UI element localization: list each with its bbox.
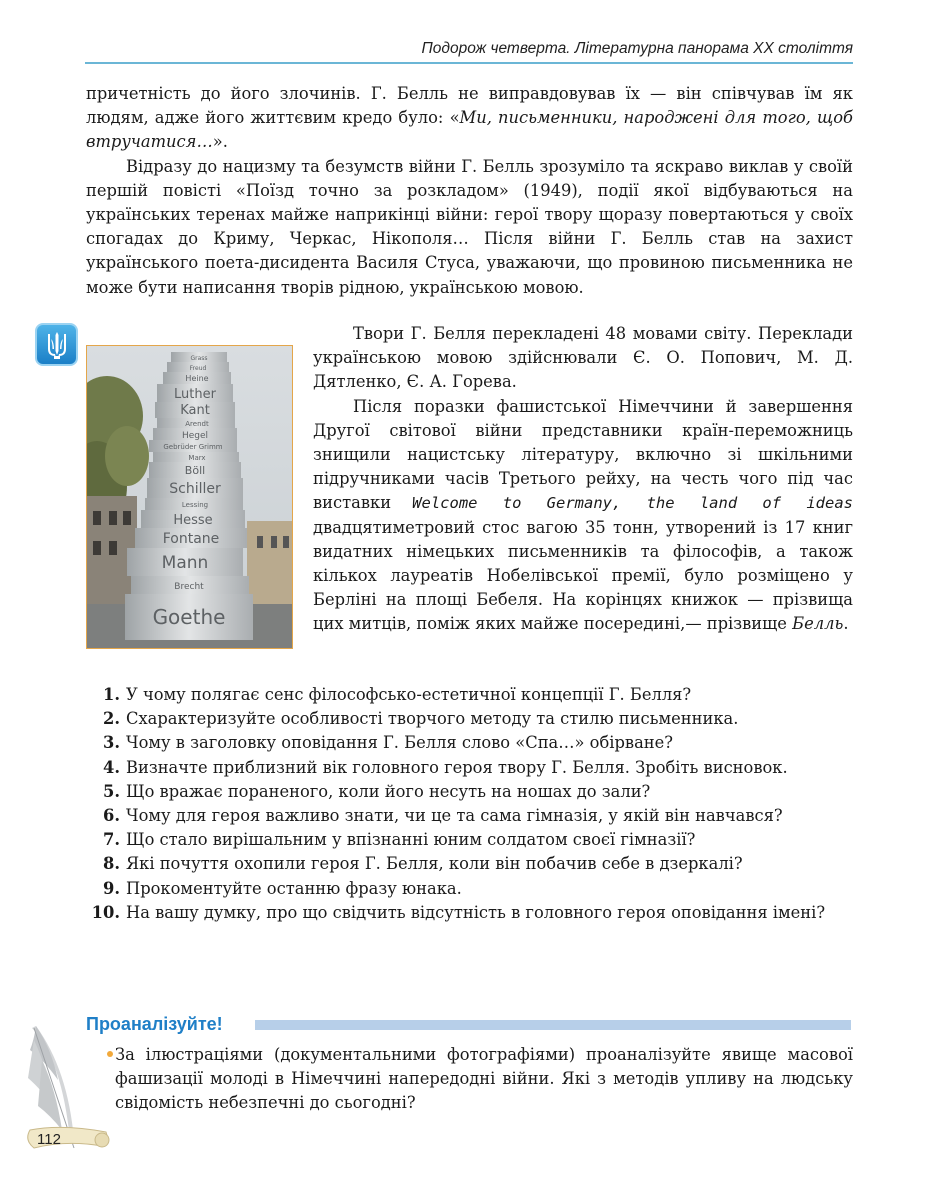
book-stack-photo	[86, 345, 293, 649]
ukraine-trident-icon	[35, 323, 78, 366]
spine-freud: Freud	[189, 365, 207, 372]
spine-brecht: Brecht	[174, 582, 204, 592]
spine-schiller: Schiller	[169, 481, 221, 497]
question-item: 9. Прокоментуйте останню фразу юнака.	[103, 878, 462, 898]
question-item: 7. Що стало вирішальним у впізнанні юним солдатом своєї гімназії?	[103, 830, 696, 850]
paragraph-translations: Твори Г. Белля перекладені 48 мовами світу. Переклади українською мовою здійснювали Є. О. Попович, М. Д. Дятленко, Є. А. Горева.	[313, 324, 853, 392]
spine-lessing: Lessing	[181, 501, 209, 509]
spine-kant: Kant	[180, 403, 210, 418]
header-rule	[85, 62, 853, 64]
paragraph-book-stack: Після поразки фашистської Німеччини й завершення Другої світової війни представники країн-переможниць знищили нацистську літературу, включно зі шкільними підручниками часів Третього рейху, на честь чого під час виставки Welcome to Germany, the land of ideas двадцятиметровий стос вагою 35 тонн, утворений із 17 книг видатних німецьких письменників та філософів, а також кількох лауреатів Нобелівської премії, було розміщено у Берліні на площі Бебеля. На корінцях книжок — прізвища цих митців, поміж яких майже посередині,— прізвище Белль.	[313, 396, 853, 634]
question-item: 8. Які почуття охопили героя Г. Белля, коли він побачив себе в дзеркалі?	[103, 854, 743, 874]
question-item: 6. Чому для героя важливо знати, чи це та сама гімназія, у якій він навчався?	[103, 806, 783, 826]
spine-hesse: Hesse	[173, 513, 213, 528]
intro-text	[86, 82, 853, 300]
exhibition-name: Welcome to Germany, the land of ideas	[412, 494, 853, 513]
page-number: 112	[37, 1131, 61, 1148]
analyze-task-text: За ілюстраціями (документальними фотографіями) проаналізуйте явище масової фашизації молоді в Німеччині напередодні війни. Які з методів упливу на людську свідомість небезпечні до сьогодні?	[115, 1045, 853, 1113]
question-item: 2. Схарактеризуйте особливості творчого методу та стилю письменника.	[103, 709, 739, 729]
quill-scroll-icon	[22, 1020, 112, 1174]
paragraph-war-novel: Відразу до нацизму та безумств війни Г. Белль зрозуміло та яскраво виклав у своїй першій повісті «Поїзд точно за розкладом» (1949), події якої відбуваються на українських теренах майже наприкінці війни: герої твору щоразу повертаються у своїх спогадах до Криму, Черкас, Нікополя… Після війни Г. Белль став на захист українського поета-дисидента Василя Стуса, уважаючи, що провиною письменника не може бути написання творів рідною, українською мовою.	[86, 156, 853, 297]
analyze-heading: Проаналізуйте!	[86, 1014, 223, 1034]
boll-name: Белль	[792, 614, 844, 634]
paragraph-credo: причетність до його злочинів. Г. Белль не виправдовував їх — він співчував їм як людям, адже його життєвим кредо було: «Ми, письменники, народжені для того, щоб втручатися…».	[86, 84, 853, 152]
translations-text	[313, 322, 853, 637]
credo-quote: Ми, письменники, народжені для того, щоб втручатися…	[86, 108, 853, 152]
spine-grimm: Gebrüder Grimm	[163, 443, 223, 451]
analyze-heading-bar	[255, 1020, 851, 1030]
question-item: 3. Чому в заголовку оповідання Г. Белля слово «Спа…» обірване?	[103, 733, 674, 753]
spine-goethe: Goethe	[152, 605, 226, 629]
question-item: 1. У чому полягає сенс філософсько-естетичної концепції Г. Белля?	[103, 685, 692, 704]
spine-fontane: Fontane	[162, 531, 220, 547]
question-item: 10. На вашу думку, про що свідчить відсутність в головного героя оповідання імені?	[91, 902, 826, 922]
spine-heine: Heine	[185, 374, 209, 383]
spine-arendt: Arendt	[185, 420, 209, 428]
spine-boll: Böll	[184, 464, 206, 477]
spine-marx: Marx	[188, 454, 206, 462]
spine-hegel: Hegel	[181, 431, 209, 441]
spine-grass: Grass	[190, 355, 208, 362]
spine-mann: Mann	[161, 553, 209, 573]
spine-luther: Luther	[174, 387, 216, 402]
question-item: 4. Визначте приблизний вік головного героя твору Г. Белля. Зробіть висновок.	[103, 757, 788, 777]
bullet-dot	[107, 1051, 113, 1057]
question-item: 5. Що вражає пораненого, коли його несуть на ношах до зали?	[103, 781, 651, 801]
running-header: Подорож четверта. Літературна панорама ХХ століття	[421, 40, 853, 57]
questions-list	[86, 683, 853, 925]
analyze-task	[115, 1043, 853, 1116]
